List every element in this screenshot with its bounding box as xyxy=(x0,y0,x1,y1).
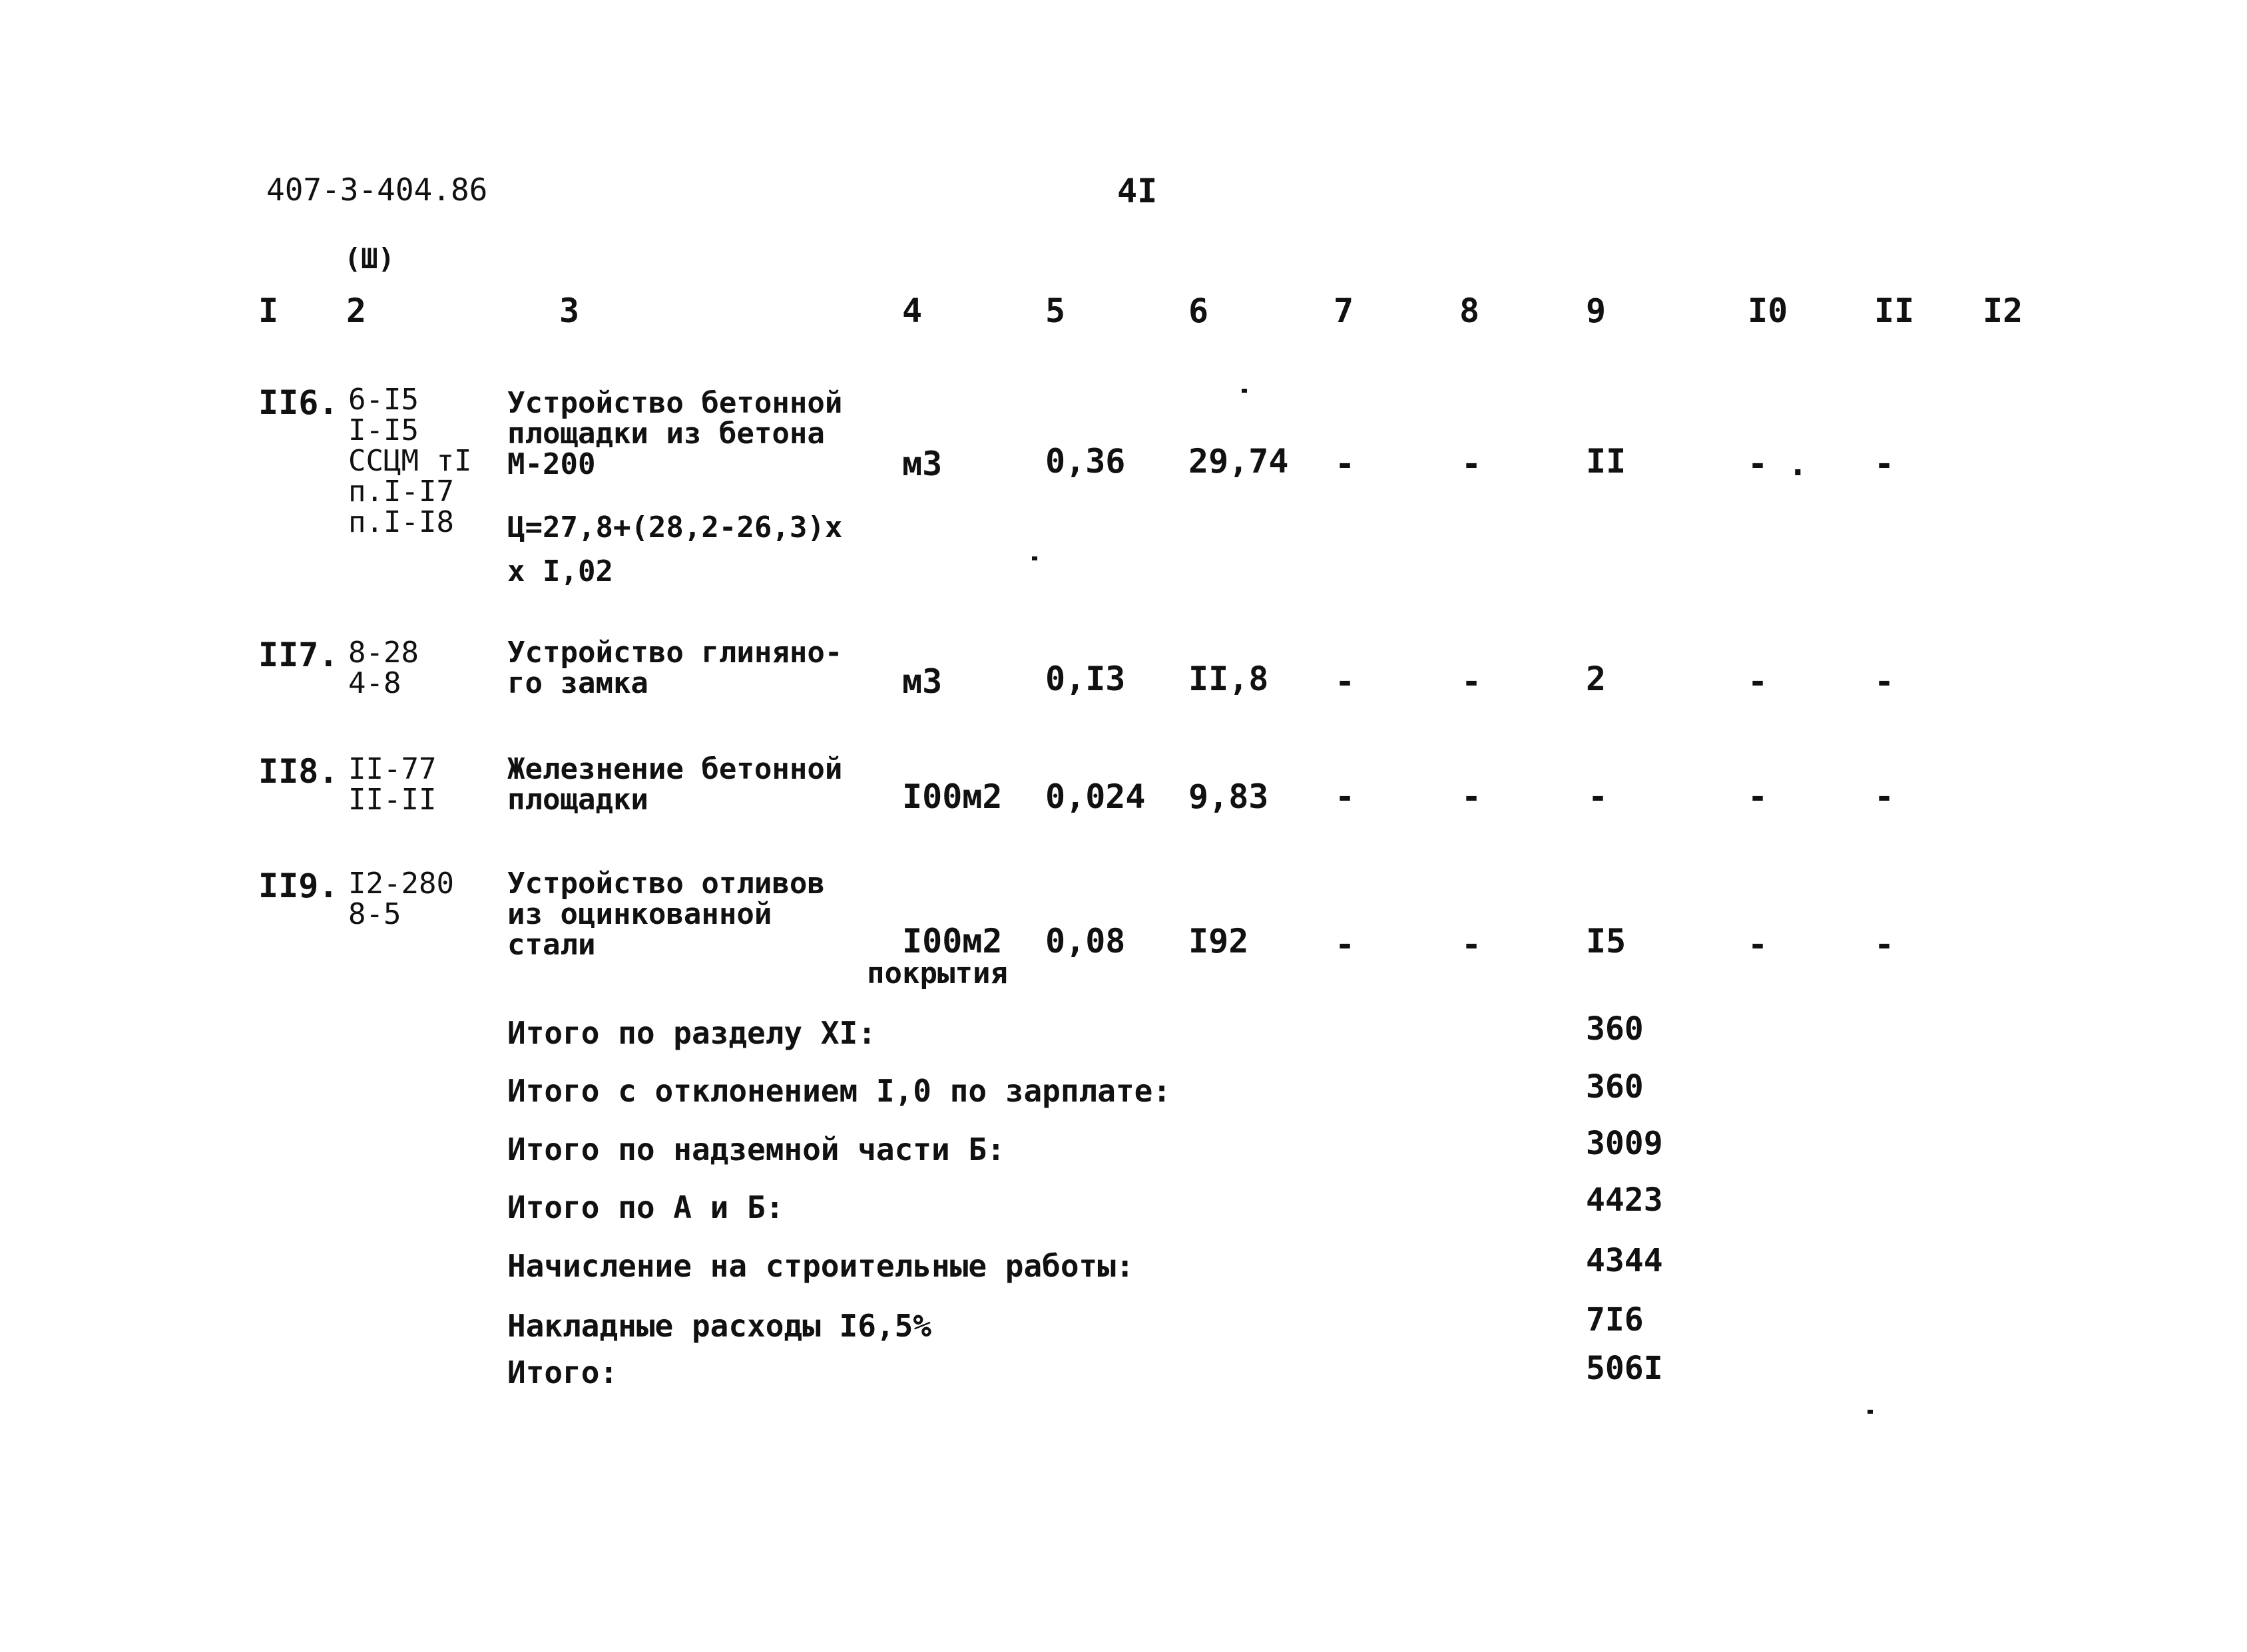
total-value: 360 xyxy=(1586,1068,1644,1106)
norm-codes xyxy=(348,385,471,538)
norm-code: I2-280 xyxy=(348,867,454,901)
column-9-value: II xyxy=(1586,442,1626,481)
total-label: Итого: xyxy=(507,1354,619,1390)
scan-speck xyxy=(1868,1410,1873,1414)
column-header-5: 5 xyxy=(1045,292,1066,330)
quantity: 0,08 xyxy=(1045,922,1126,960)
column-7-value: - xyxy=(1335,445,1356,483)
norm-code: 6-I5 xyxy=(348,383,419,417)
description-line: из оцинкованной xyxy=(507,897,772,931)
column-9-value: - xyxy=(1588,777,1609,816)
column-header-1: I xyxy=(258,292,279,330)
column-7-value: - xyxy=(1335,777,1356,816)
total-value: 3009 xyxy=(1586,1125,1663,1162)
column-11-value: - xyxy=(1874,445,1895,483)
column-header-2: 2 xyxy=(346,292,367,330)
total-label: Итого по А и Б: xyxy=(507,1189,784,1225)
description-line: Устройство отливов xyxy=(507,867,825,901)
column-10-value: - . xyxy=(1748,445,1808,483)
unit: м3 xyxy=(902,662,943,701)
unit-price: 9,83 xyxy=(1188,777,1269,816)
row-number: II8. xyxy=(258,752,339,791)
scan-speck xyxy=(1242,389,1247,393)
column-header-7: 7 xyxy=(1334,292,1354,330)
total-value: 4423 xyxy=(1586,1181,1663,1219)
work-description xyxy=(507,869,825,960)
column-header-3: 3 xyxy=(559,292,580,330)
unit: I00м2 xyxy=(902,777,1003,816)
norm-code: п.I-I7 xyxy=(348,475,454,509)
total-value: 7I6 xyxy=(1586,1301,1644,1339)
total-label: Накладные расходы I6,5% xyxy=(507,1308,931,1344)
description-line: го замка xyxy=(507,666,648,700)
norm-codes xyxy=(348,638,419,699)
unit-price: II,8 xyxy=(1188,660,1269,698)
column-8-value: - xyxy=(1461,445,1482,483)
column-9-value: I5 xyxy=(1586,922,1626,960)
column-11-value: - xyxy=(1874,925,1895,964)
formula-line: Ц=27,8+(28,2-26,3)х xyxy=(507,511,843,544)
column-7-value: - xyxy=(1335,925,1356,964)
row-number: II6. xyxy=(258,383,339,422)
column-header-12: I2 xyxy=(1983,292,2023,330)
description-line: М-200 xyxy=(507,447,596,481)
column-11-value: - xyxy=(1874,662,1895,701)
description-line: стали xyxy=(507,928,596,962)
norm-code: II-77 xyxy=(348,752,437,786)
section-mark: (Ш) xyxy=(344,242,395,275)
norm-codes xyxy=(348,869,454,930)
column-header-11: II xyxy=(1874,292,1915,330)
column-header-4: 4 xyxy=(902,292,923,330)
total-label: Итого с отклонением I,0 по зарплате: xyxy=(507,1073,1171,1109)
row-number: II7. xyxy=(258,636,339,674)
description-line: площадки xyxy=(507,783,648,817)
unit-price: I92 xyxy=(1188,922,1249,960)
quantity: 0,36 xyxy=(1045,442,1126,481)
unit-note: покрытия xyxy=(867,956,1008,990)
unit: м3 xyxy=(902,445,943,483)
total-value: 4344 xyxy=(1586,1242,1663,1279)
unit: I00м2 xyxy=(902,922,1003,960)
description-line: Железнение бетонной xyxy=(507,752,843,786)
total-value: 360 xyxy=(1586,1010,1644,1048)
column-header-8: 8 xyxy=(1459,292,1480,330)
column-8-value: - xyxy=(1461,777,1482,816)
column-8-value: - xyxy=(1461,925,1482,964)
norm-code: ССЦМ тI xyxy=(348,444,472,478)
column-8-value: - xyxy=(1461,662,1482,701)
work-description xyxy=(507,388,842,480)
row-number: II9. xyxy=(258,867,339,905)
norm-code: 4-8 xyxy=(348,666,401,700)
column-10-value: - xyxy=(1748,925,1768,964)
work-description xyxy=(507,754,842,815)
norm-code: I-I5 xyxy=(348,413,419,447)
total-label: Итого по разделу XI: xyxy=(507,1015,876,1051)
total-label: Начисление на строительные работы: xyxy=(507,1248,1134,1284)
quantity: 0,I3 xyxy=(1045,660,1126,698)
scan-speck xyxy=(1032,556,1037,560)
norm-code: 8-5 xyxy=(348,897,401,931)
column-9-value: 2 xyxy=(1586,660,1607,698)
column-11-value: - xyxy=(1874,777,1895,816)
column-header-6: 6 xyxy=(1188,292,1209,330)
column-10-value: - xyxy=(1748,777,1768,816)
total-label: Итого по надземной части Б: xyxy=(507,1132,1005,1167)
document-code: 407-3-404.86 xyxy=(266,172,488,208)
unit-price: 29,74 xyxy=(1188,442,1289,481)
column-10-value: - xyxy=(1748,662,1768,701)
norm-code: п.I-I8 xyxy=(348,505,454,539)
column-header-9: 9 xyxy=(1586,292,1607,330)
work-description xyxy=(507,638,842,699)
norm-code: 8-28 xyxy=(348,636,419,670)
quantity: 0,024 xyxy=(1045,777,1146,816)
column-header-10: I0 xyxy=(1748,292,1788,330)
norm-code: II-II xyxy=(348,783,437,817)
total-value: 506I xyxy=(1586,1350,1663,1387)
column-7-value: - xyxy=(1335,662,1356,701)
norm-codes xyxy=(348,754,436,815)
description-line: Устройство бетонной xyxy=(507,386,843,420)
description-line: Устройство глинянo- xyxy=(507,636,843,670)
price-formula xyxy=(507,506,842,594)
page-number: 4I xyxy=(1117,172,1158,210)
description-line: площадки из бетона xyxy=(507,417,825,451)
formula-line: х I,02 xyxy=(507,554,613,588)
